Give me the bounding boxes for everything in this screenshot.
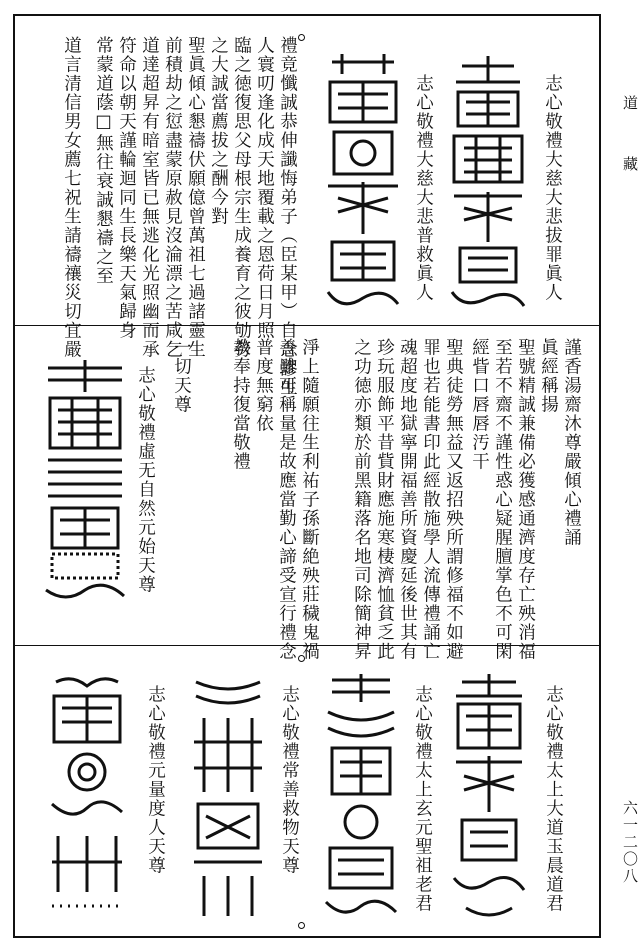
talisman-seal	[446, 672, 532, 928]
book-title-margin: 道藏	[621, 95, 639, 217]
text-column: 之功徳亦類於前黑籍落名地司除簡神昇	[351, 338, 372, 661]
text-column: 教奉持復當敬禮	[230, 338, 251, 471]
binding-hole-top	[298, 34, 305, 41]
text-column: 聖號精誠兼備必獲感通濟度存亡殃消福	[515, 338, 536, 661]
text-column: 道言清信男女薦七祝生請禱禳災切宜嚴	[61, 36, 82, 359]
text-column: 之大誠當薦拔之酬今對	[208, 36, 229, 226]
talisman-seal	[318, 672, 404, 928]
text-column: 淨上隨願往生利祐子孫斷絶殃莊穢鬼禍	[299, 338, 320, 661]
talisman-seal	[42, 672, 132, 928]
page-number-margin: 六一二〇八	[621, 800, 639, 885]
text-column: 聖眞傾心懇禱伏願億曾萬祖七過諸靈生	[185, 36, 206, 359]
text-column: 魂超度地獄寧開福善所資慶延後世其有	[397, 338, 418, 661]
text-column: 普度無窮依	[253, 338, 274, 433]
section-divider-top	[13, 325, 601, 326]
text-column: 珍玩服飾平昔貲財應施寒棲濟恤貧乏此	[374, 338, 395, 661]
binding-hole-bottom	[298, 922, 305, 929]
text-column: 善雖可稱量是故應當勤心諦受宣行禮念	[276, 338, 297, 661]
text-column: 志心敬禮太上玄元聖祖老君	[412, 685, 433, 913]
text-column: 一切天尊	[171, 338, 192, 414]
text-column: 志心敬禮元量度人天尊	[145, 685, 166, 875]
talisman-seal	[318, 52, 408, 314]
text-column: 至若不齋不謹性惑心疑腥膻掌色不可閑	[492, 338, 513, 661]
talisman-seal	[444, 52, 532, 314]
talisman-seal	[184, 672, 272, 928]
text-column: 臨之徳復思父母根宗生成養育之彼劬勞	[231, 36, 252, 359]
text-column: 聖典徒勞無益又返招殃所謂修福不如避	[443, 338, 464, 661]
text-column: 經眥口唇唇汚干	[469, 338, 490, 471]
text-column: 志心敬禮虛无自然元始天尊	[135, 366, 156, 594]
talisman-seal	[40, 358, 130, 608]
text-column: 前積劫之愆盡蒙原赦見沒淪漂之苦咸乞	[162, 36, 183, 359]
text-column: 志心敬禮大慈大悲普救眞人	[413, 74, 434, 302]
text-column: 道達超昇有暗室皆已無逃化光照幽而承	[139, 36, 160, 359]
text-column: 志心敬禮太上大道玉晨道君	[543, 685, 564, 913]
text-column: 志心敬禮大慈大悲拔罪眞人	[542, 74, 563, 302]
text-column: 符命以朝天謹輪迴同生長樂天氣歸身	[116, 36, 137, 340]
text-column: 人寰叨逢化成天地覆載之恩荷日月照	[254, 36, 275, 340]
text-column: 罪也若能書印此經散施學人流傳禮誦亡	[420, 338, 441, 661]
text-column: 志心敬禮常善救物天尊	[279, 685, 300, 875]
text-column: 禮竟懺誠恭伸讖悔弟子（臣某甲）自念謬生	[277, 36, 298, 397]
text-column: 謹香湯齋沐尊嚴傾心禮誦	[561, 338, 582, 547]
text-column: 常蒙道蔭□無往衰誠懇禱之至	[93, 36, 114, 286]
text-column: 眞經稱揚	[538, 338, 559, 414]
